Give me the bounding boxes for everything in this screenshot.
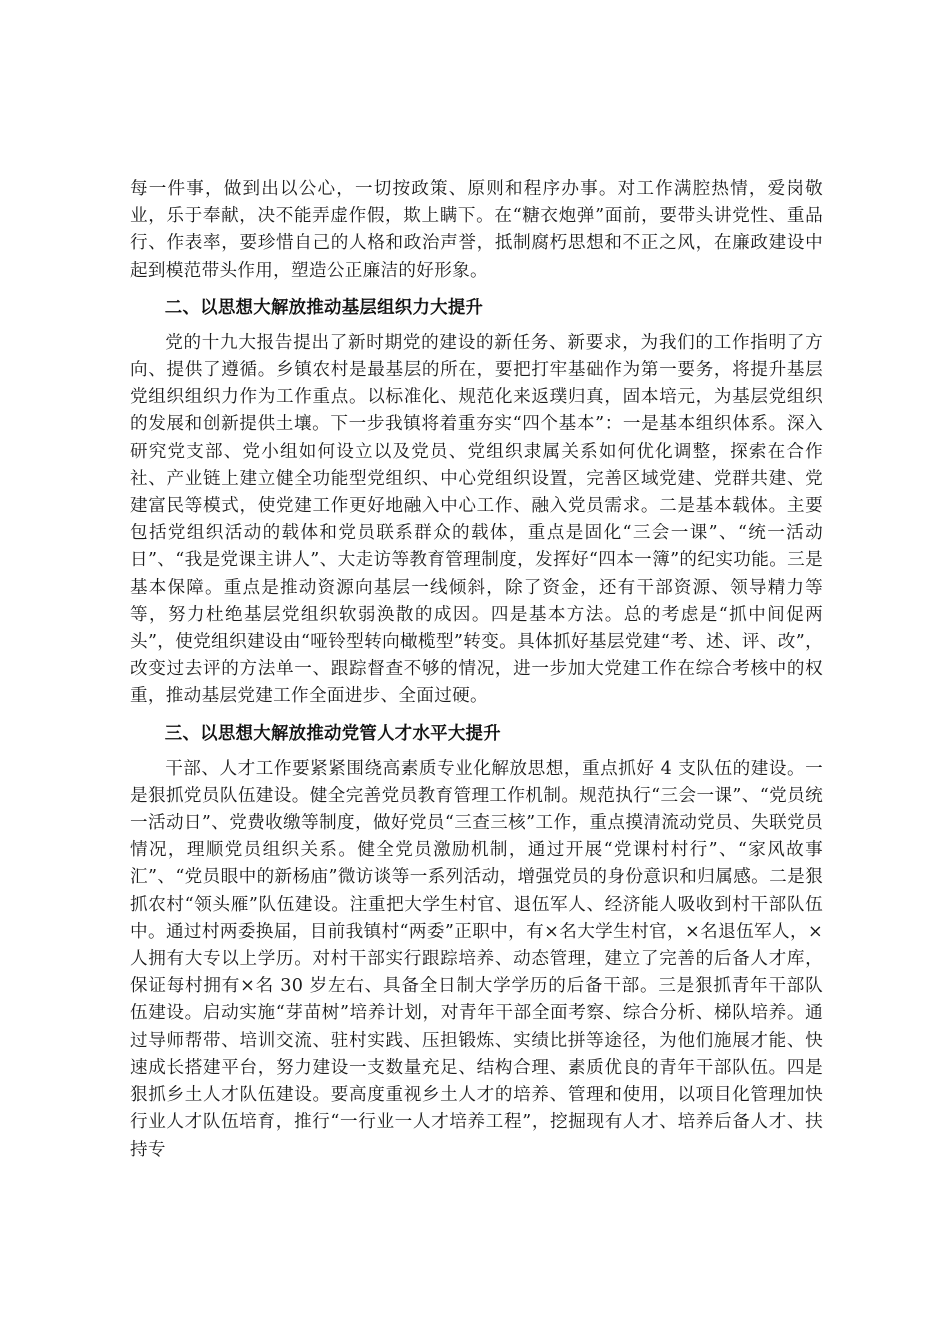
paragraph-integrity: 每一件事，做到出以公心，一切按政策、原则和程序办事。对工作满腔热情，爱岗敬业，乐于奉献，决不能弄虚作假，欺上瞒下。在“糖衣炮弹”面前，要带头讲党性、重品行、作表率，要珍惜自己的人格和政治声誉，抵制腐朽思想和不正之风，在廉政建设中起到模范带头作用，塑造公正廉洁的好形象。 xyxy=(130,179,823,281)
paragraph-grassroots-organization: 党的十九大报告提出了新时期党的建设的新任务、新要求，为我们的工作指明了方向、提供了遵循。乡镇农村是最基层的所在，要把打牢基础作为第一要务，将提升基层党组织组织力作为工作重点。以标准化、规范化来返璞归真，固本培元，为基层党组织的发展和创新提供土壤。下一步我镇将着重夯实“四个基本”：一是基本组织体系。深入研究党支部、党小组如何设立以及党员、党组织隶属关系如何优化调整，探索在合作社、产业链上建立健全功能型党组织、中心党组织设置，完善区域党建、党群共建、党建富民等模式，使党建工作更好地融入中心工作、融入党员需求。二是基本载体。主要包括党组织活动的载体和党员联系群众的载体，重点是固化“三会一课”、“统一活动日”、“我是党课主讲人”、大走访等教育管理制度，发挥好“四本一簿”的纪实功能。三是基本保障。重点是推动资源向基层一线倾斜，除了资金，还有干部资源、领导精力等等，努力杜绝基层党组织软弱涣散的成因。四是基本方法。总的考虑是“抓中间促两头”，使党组织建设由“哑铃型转向橄榄型”转变。具体抓好基层党建“考、述、评、改”，改变过去评的方法单一、跟踪督查不够的情况，进一步加大党建工作在综合考核中的权重，推动基层党建工作全面进步、全面过硬。 xyxy=(130,332,823,707)
section-heading-3: 三、以思想大解放推动党管人才水平大提升 xyxy=(164,723,501,744)
document-body xyxy=(130,176,823,1164)
paragraph-talent-management: 干部、人才工作要紧紧围绕高素质专业化解放思想，重点抓好 4 支队伍的建设。一是狠抓党员队伍建设。健全完善党员教育管理工作机制。规范执行“三会一课”、“党员统一活动日”、党费收缴等制度，做好党员“三查三核”工作，重点摸清流动党员、失联党员情况，理顺党员组织关系。健全党员激励机制，通过开展“党课村村行”、“家风故事汇”、“党员眼中的新杨庙”微访谈等一系列活动，增强党员的身份意识和归属感。二是狠抓农村“领头雁”队伍建设。注重把大学生村官、退伍军人、经济能人吸收到村干部队伍中。通过村两委换届，目前我镇村“两委”正职中，有×名大学生村官，×名退伍军人，×人拥有大专以上学历。对村干部实行跟踪培养、动态管理，建立了完善的后备人才库，保证每村拥有×名 30 岁左右、具备全日制大学学历的后备干部。三是狠抓青年干部队伍建设。启动实施“芽苗树”培养计划，对青年干部全面考察、综合分析、梯队培养。通过导师帮带、培训交流、驻村实践、压担锻炼、实绩比拼等途径，为他们施展才能、快速成长搭建平台，努力建设一支数量充足、结构合理、素质优良的青年干部队伍。四是狠抓乡土人才队伍建设。要高度重视乡土人才的培养、管理和使用，以项目化管理加快行业人才队伍培育，推行“一行业一人才培养工程”，挖掘现有人才、培养后备人才、扶持专 xyxy=(130,758,823,1160)
section-heading-2: 二、以思想大解放推动基层组织力大提升 xyxy=(164,297,484,318)
